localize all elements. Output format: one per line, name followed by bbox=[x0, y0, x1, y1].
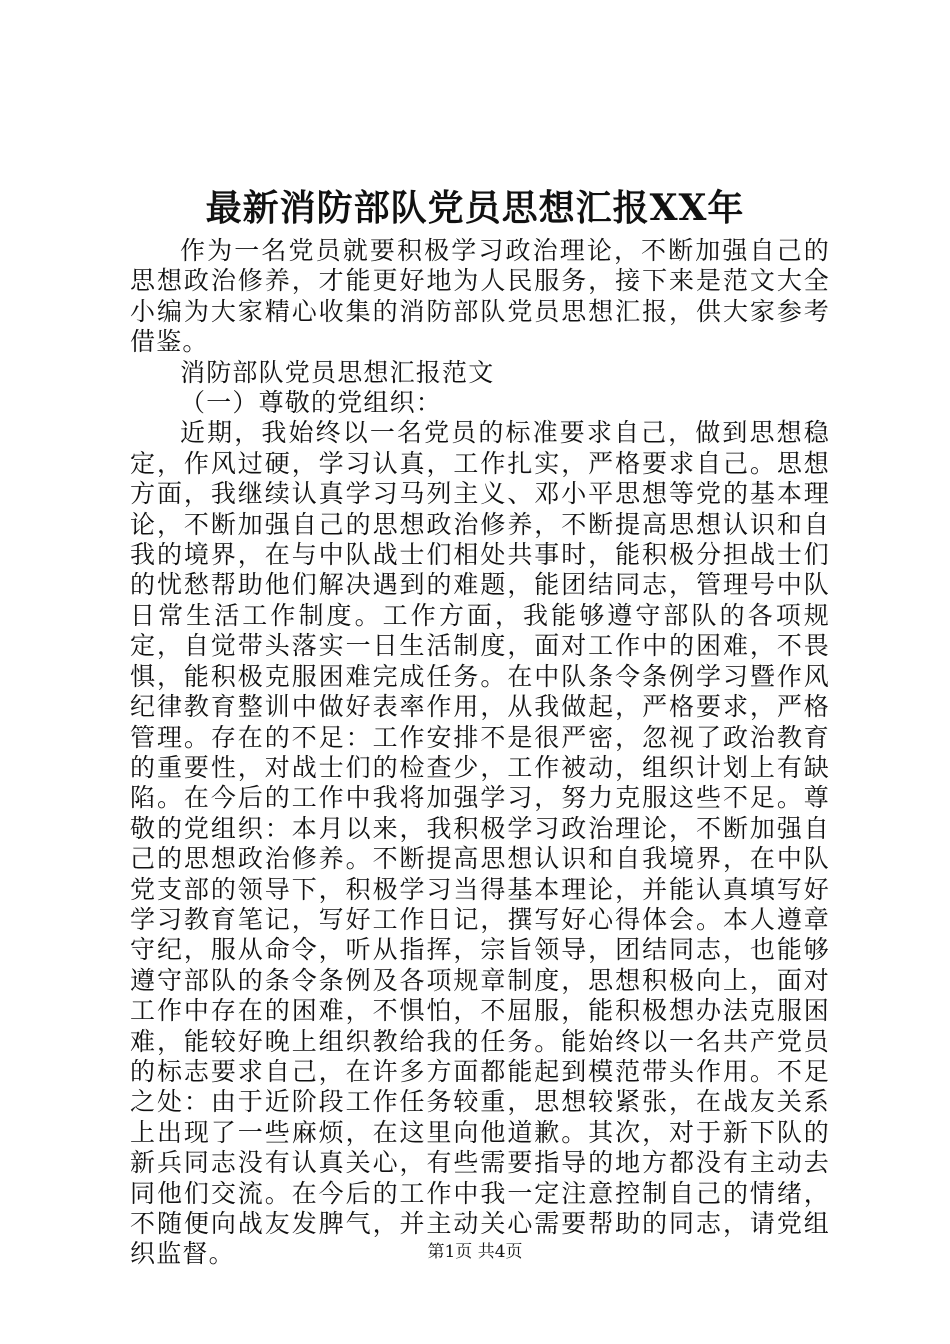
document-body bbox=[130, 236, 830, 1270]
document-title: 最新消防部队党员思想汇报XX年 bbox=[205, 187, 745, 229]
intro-paragraph: 作为一名党员就要积极学习政治理论，不断加强自己的思想政治修养，才能更好地为人民服务，接下来是范文大全小编为大家精心收集的消防部队党员思想汇报，供大家参考借鉴。 bbox=[130, 236, 830, 357]
page-footer: 第1页 共4页 bbox=[427, 1242, 523, 1262]
section-heading: 消防部队党员思想汇报范文 bbox=[180, 357, 495, 387]
body-paragraph: 近期，我始终以一名党员的标准要求自己，做到思想稳定，作风过硬，学习认真，工作扎实，严格要求自己。思想方面，我继续认真学习马列主义、邓小平思想等党的基本理论，不断加强自己的思想政治修养，不断提高思想认识和自我的境界，在与中队战士们相处共事时，能积极分担战士们的忧愁帮助他们解决遇到的难题，能团结同志，管理号中队日常生活工作制度。工作方面，我能够遵守部队的各项规定，自觉带头落实一日生活制度，面对工作中的困难，不畏惧，能积极克服困难完成任务。在中队条令条例学习暨作风纪律教育整训中做好表率作用，从我做起，严格要求，严格管理。存在的不足：工作安排不是很严密，忽视了政治教育的重要性，对战士们的检查少，工作被动，组织计划上有缺陷。在今后的工作中我将加强学习，努力克服这些不足。尊敬的党组织：本月以来，我积极学习政治理论，不断加强自己的思想政治修养。不断提高思想认识和自我境界，在中队党支部的领导下，积极学习当得基本理论，并能认真填写好学习教育笔记，写好工作日记，撰写好心得体会。本人遵章守纪，服从命令，听从指挥，宗旨领导，团结同志，也能够遵守部队的条令条例及各项规章制度，思想积极向上，面对工作中存在的困难，不惧怕，不屈服，能积极想办法克服困难，能较好晚上组织教给我的任务。能始终以一名共产党员的标志要求自己，在许多方面都能起到模范带头作用。不足之处：由于近阶段工作任务较重，思想较紧张，在战友关系上出现了一些麻烦，在这里向他道歉。其次，对于新下队的新兵同志没有认真关心，有些需要指导的地方都没有主动去同他们交流。在今后的工作中我一定注意控制自己的情绪，不随便向战友发脾气，并主动关心需要帮助的同志，请党组织监督。 bbox=[130, 418, 830, 1269]
salutation: （一）尊敬的党组织： bbox=[180, 388, 443, 418]
